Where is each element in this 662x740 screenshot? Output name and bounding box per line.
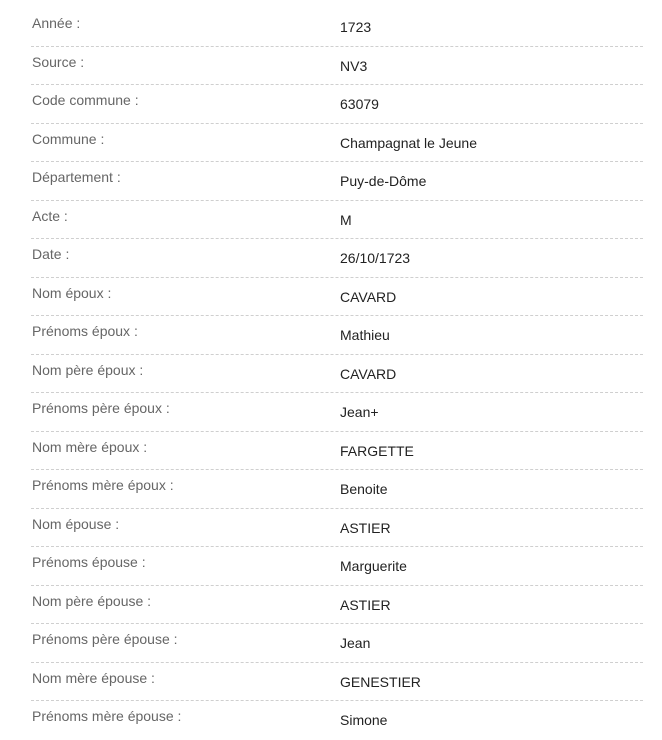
field-label: Année : xyxy=(32,15,81,31)
field-label: Acte : xyxy=(32,207,68,224)
record-row-prenoms-pere-epoux xyxy=(31,393,643,432)
field-value: ASTIER xyxy=(340,596,391,613)
field-value: CAVARD xyxy=(340,288,397,305)
record-row-prenoms-mere-epoux xyxy=(31,470,643,509)
field-value: Simone xyxy=(340,712,388,728)
field-value: Benoite xyxy=(340,481,388,497)
field-label: Prénoms épouse : xyxy=(32,554,146,570)
record-row-nom-pere-epoux xyxy=(31,355,643,394)
field-label: Source : xyxy=(32,53,85,70)
field-value: GENESTIER xyxy=(340,673,421,690)
record-row-date xyxy=(31,239,643,278)
field-value: 1723 xyxy=(340,19,372,35)
field-label: Nom époux : xyxy=(32,284,112,301)
field-label: Prénoms mère épouse : xyxy=(32,708,182,724)
record-row-prenoms-epoux xyxy=(31,316,643,355)
record-row-prenoms-mere-epouse xyxy=(31,701,643,740)
field-value: NV3 xyxy=(340,57,368,74)
record-row-code-commune xyxy=(31,85,643,124)
field-label: Nom père épouse : xyxy=(32,592,152,609)
field-label: Prénoms mère époux : xyxy=(32,477,174,493)
record-row-departement xyxy=(31,162,643,201)
field-label: Nom mère époux : xyxy=(32,438,148,455)
field-value: Jean xyxy=(340,635,371,651)
record-row-annee xyxy=(31,8,643,47)
field-value: ASTIER xyxy=(340,519,391,536)
record-row-prenoms-epouse xyxy=(31,547,643,586)
field-value: M xyxy=(340,211,352,228)
field-value: 63079 xyxy=(340,96,379,112)
record-row-nom-pere-epouse xyxy=(31,586,643,625)
record-row-nom-epoux xyxy=(31,278,643,317)
field-label: Prénoms père époux : xyxy=(32,400,170,416)
field-label: Département : xyxy=(32,169,121,185)
field-label: Commune : xyxy=(32,130,105,147)
field-label: Date : xyxy=(32,246,70,262)
field-label: Nom épouse : xyxy=(32,515,120,532)
record-row-acte xyxy=(31,201,643,240)
field-label: Code commune : xyxy=(32,92,139,108)
field-value: Mathieu xyxy=(340,327,390,343)
field-value: 26/10/1723 xyxy=(340,250,411,266)
field-label: Prénoms époux : xyxy=(32,323,138,339)
record-details xyxy=(31,8,643,740)
field-value: Champagnat le Jeune xyxy=(340,134,477,151)
field-label: Nom mère épouse : xyxy=(32,669,155,686)
field-value: Jean+ xyxy=(340,404,379,420)
field-label: Prénoms père épouse : xyxy=(32,631,178,647)
field-value: FARGETTE xyxy=(340,442,414,459)
field-value: Puy-de-Dôme xyxy=(340,173,427,189)
field-value: CAVARD xyxy=(340,365,397,382)
record-row-prenoms-pere-epouse xyxy=(31,624,643,663)
field-value: Marguerite xyxy=(340,558,407,574)
record-row-commune xyxy=(31,124,643,163)
record-row-nom-epouse xyxy=(31,509,643,548)
field-label: Nom père époux : xyxy=(32,361,144,378)
record-row-nom-mere-epoux xyxy=(31,432,643,471)
record-row-source xyxy=(31,47,643,86)
record-row-nom-mere-epouse xyxy=(31,663,643,702)
